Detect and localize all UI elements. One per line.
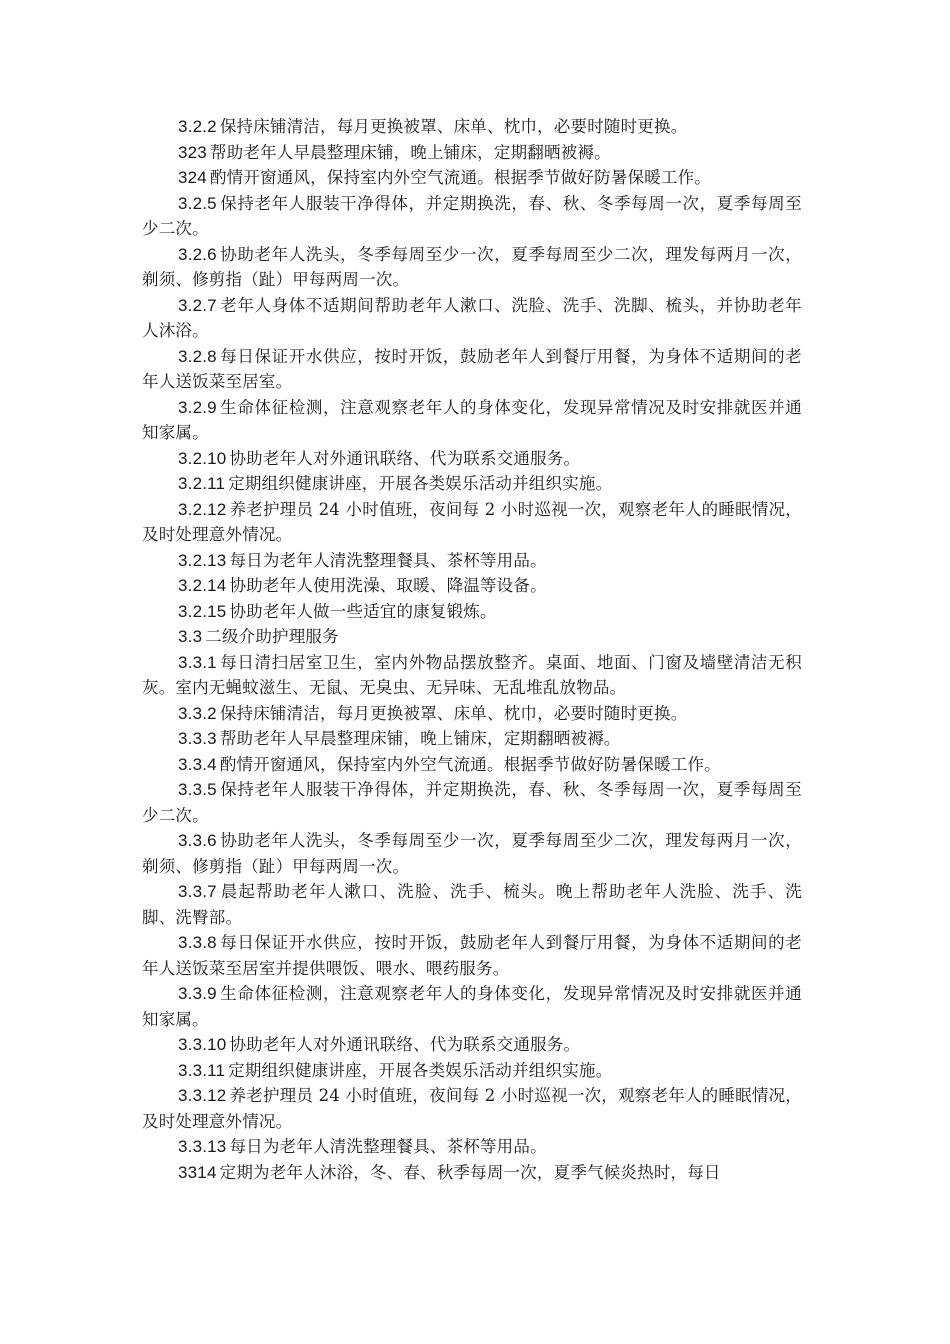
clause-text: 每日保证开水供应，按时开饭，鼓励老年人到餐厅用餐，为身体不适期间的老年人送饭菜至居室。 — [142, 346, 802, 391]
clause-text: 每日清扫居室卫生，室内外物品摆放整齐。桌面、地面、门窗及墙壁清洁无积灰。室内无蝇蚊滋生、无鼠、无臭虫、无异味、无乱堆乱放物品。 — [142, 652, 802, 697]
clause-paragraph — [142, 548, 802, 574]
clause-text: 保持床铺清洁，每月更换被罩、床单、枕巾，必要时随时更换。 — [219, 703, 688, 723]
clause-number: 3.3 — [178, 627, 203, 646]
clause-text: 养老护理员 24 小时值班，夜间每 2 小时巡视一次，观察老年人的睡眠情况，及时处理意外情况。 — [142, 1086, 802, 1131]
clause-text: 协助老年人使用洗澡、取暖、降温等设备。 — [229, 576, 547, 595]
clause-paragraph — [142, 242, 802, 293]
clause-number: 3.2.15 — [178, 601, 227, 621]
clause-paragraph — [142, 599, 802, 625]
clause-text: 保持床铺清洁，每月更换被罩、床单、枕巾，必要时随时更换。 — [219, 117, 688, 136]
clause-text: 协助老年人对外通讯联络、代为联系交通服务。 — [229, 448, 581, 468]
clause-text: 定期组织健康讲座，开展各类娱乐活动并组织实施。 — [228, 474, 613, 493]
clause-paragraph — [142, 344, 802, 395]
clause-paragraph — [142, 1134, 802, 1160]
clause-number: 3.2.6 — [178, 244, 217, 264]
clause-paragraph — [142, 1160, 802, 1186]
clause-text: 协助老年人洗头，冬季每周至少一次，夏季每周至少二次，理发每两月一次，剃须、修剪指（趾）甲每两周一次。 — [142, 244, 802, 289]
clause-text: 老年人身体不适期间帮助老年人漱口、洗脸、洗手、洗脚、梳头，并协助老年人沐浴。 — [142, 295, 802, 340]
clause-number: 3.2.14 — [178, 576, 227, 595]
clause-paragraph — [142, 930, 802, 981]
clause-text: 酌情开窗通风，保持室内外空气流通。根据季节做好防暑保暖工作。 — [219, 754, 721, 774]
clause-paragraph — [142, 726, 802, 752]
clause-paragraph — [142, 471, 802, 497]
clause-paragraph — [142, 624, 802, 650]
clause-number: 3.3.3 — [178, 729, 217, 748]
clause-number: 3.2.12 — [178, 499, 227, 519]
clause-text: 定期为老年人沐浴，冬、春、秋季每周一次，夏季气候炎热时，每日 — [219, 1162, 721, 1182]
clause-paragraph — [142, 777, 802, 828]
clause-number: 3314 — [178, 1162, 217, 1182]
clause-number: 3.2.10 — [178, 448, 227, 468]
clause-text: 生命体征检测，注意观察老年人的身体变化，发现异常情况及时安排就医并通知家属。 — [142, 984, 802, 1029]
clause-text: 每日保证开水供应，按时开饭，鼓励老年人到餐厅用餐，为身体不适期间的老年人送饭菜至居室并提供喂饭、喂水、喂药服务。 — [142, 933, 802, 978]
clause-paragraph — [142, 701, 802, 727]
clause-text: 每日为老年人清洗整理餐具、茶杯等用品。 — [229, 550, 547, 570]
clause-text: 二级介助护理服务 — [205, 627, 339, 646]
clause-paragraph — [142, 1058, 802, 1084]
clause-text: 生命体征检测，注意观察老年人的身体变化，发现异常情况及时安排就医并通知家属。 — [142, 397, 802, 442]
clause-text: 协助老年人洗头，冬季每周至少一次，夏季每周至少二次，理发每两月一次，剃须、修剪指（趾）甲每两周一次。 — [142, 831, 802, 876]
document-body — [142, 114, 802, 1185]
clause-number: 3.3.1 — [178, 652, 217, 672]
clause-number: 3.3.5 — [178, 780, 217, 799]
clause-number: 3.3.13 — [178, 1137, 227, 1156]
clause-number: 3.3.10 — [178, 1035, 227, 1054]
clause-paragraph — [142, 446, 802, 472]
clause-number: 3.2.2 — [178, 117, 217, 136]
clause-paragraph — [142, 752, 802, 778]
clause-number: 3.2.11 — [178, 474, 226, 493]
clause-paragraph — [142, 395, 802, 446]
clause-text: 保持老年人服装干净得体，并定期换洗，春、秋、冬季每周一次，夏季每周至少二次。 — [142, 780, 802, 825]
clause-paragraph — [142, 650, 802, 701]
clause-number: 324 — [178, 168, 207, 187]
clause-number: 3.3.2 — [178, 703, 217, 723]
clause-paragraph — [142, 165, 802, 191]
clause-text: 养老护理员 24 小时值班，夜间每 2 小时巡视一次，观察老年人的睡眠情况，及时处理意外情况。 — [142, 499, 802, 544]
clause-number: 3.3.8 — [178, 933, 217, 952]
clause-text: 保持老年人服装干净得体，并定期换洗，春、秋、冬季每周一次，夏季每周至少二次。 — [142, 193, 802, 238]
clause-number: 3.2.13 — [178, 550, 227, 570]
clause-paragraph — [142, 981, 802, 1032]
clause-paragraph — [142, 114, 802, 140]
clause-paragraph — [142, 828, 802, 879]
clause-number: 3.2.7 — [178, 295, 217, 315]
clause-number: 3.3.12 — [178, 1086, 227, 1105]
clause-number: 323 — [178, 142, 207, 162]
clause-number: 3.3.4 — [178, 754, 217, 774]
clause-text: 协助老年人做一些适宜的康复锻炼。 — [229, 601, 497, 621]
clause-text: 定期组织健康讲座，开展各类娱乐活动并组织实施。 — [228, 1060, 613, 1080]
clause-number: 3.3.6 — [178, 831, 217, 850]
clause-paragraph — [142, 140, 802, 166]
clause-number: 3.3.7 — [178, 882, 217, 901]
clause-number: 3.2.8 — [178, 346, 217, 366]
clause-text: 帮助老年人早晨整理床铺，晚上铺床，定期翻晒被褥。 — [209, 142, 611, 162]
clause-number: 3.2.5 — [178, 193, 217, 213]
clause-paragraph — [142, 497, 802, 548]
clause-paragraph — [142, 191, 802, 242]
clause-paragraph — [142, 1032, 802, 1058]
clause-text: 帮助老年人早晨整理床铺，晚上铺床，定期翻晒被褥。 — [219, 729, 621, 748]
clause-text: 酌情开窗通风，保持室内外空气流通。根据季节做好防暑保暖工作。 — [209, 168, 711, 187]
clause-text: 晨起帮助老年人漱口、洗脸、洗手、梳头。晚上帮助老年人洗脸、洗手、洗脚、洗臀部。 — [142, 882, 802, 927]
clause-text: 协助老年人对外通讯联络、代为联系交通服务。 — [229, 1035, 581, 1054]
clause-number: 3.3.11 — [178, 1060, 226, 1080]
clause-paragraph — [142, 879, 802, 930]
clause-paragraph — [142, 293, 802, 344]
clause-number: 3.2.9 — [178, 397, 217, 417]
clause-number: 3.3.9 — [178, 984, 217, 1003]
clause-paragraph — [142, 1083, 802, 1134]
clause-text: 每日为老年人清洗整理餐具、茶杯等用品。 — [229, 1137, 547, 1156]
clause-paragraph — [142, 573, 802, 599]
